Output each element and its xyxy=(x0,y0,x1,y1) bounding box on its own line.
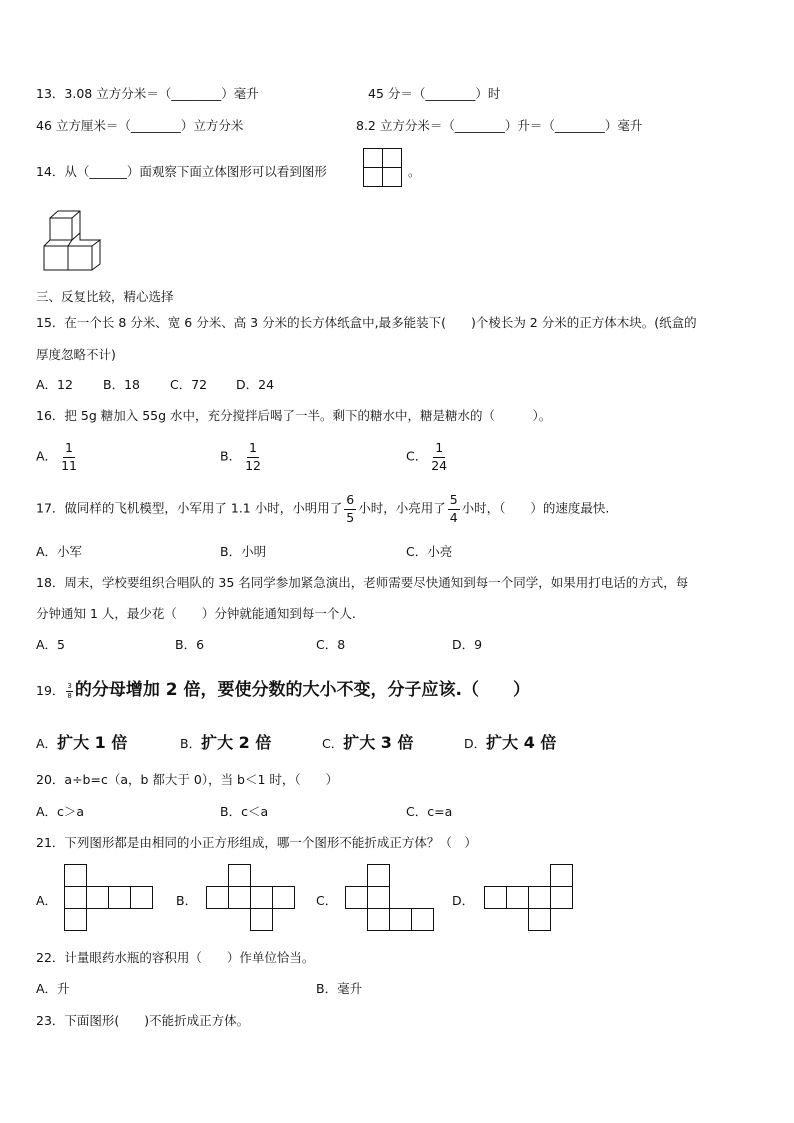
q21-label-d: D． xyxy=(452,893,475,908)
q22-option-b: B．毫升 xyxy=(316,981,363,996)
q19-text: 19． $\frac{3}{8}$ 的分母增加 2 倍，要使分数的大小不变，分子应该.（ ） xyxy=(36,680,530,700)
q21-net-d xyxy=(484,864,578,934)
q18-line2: 分钟通知 1 人，最少花（ ）分钟就能通知到每一个人. xyxy=(36,606,356,621)
q18-option-c: C．8 xyxy=(316,637,346,652)
cube-stack-figure xyxy=(42,210,112,272)
q15-line2: 厚度忽略不计) xyxy=(36,347,116,362)
q15-option-a: A．12 xyxy=(36,377,73,392)
q14-text: 14．从（______）面观察下面立体图形可以看到图形 xyxy=(36,164,327,179)
q21-net-c xyxy=(345,864,439,934)
q16-option-a: A． $\frac{1}{11}$ xyxy=(36,440,77,473)
q21-net-a xyxy=(64,864,158,934)
q21-text: 21．下列图形都是由相同的小正方形组成，哪一个图形不能折成正方体？（ ） xyxy=(36,835,477,850)
q14-text-end: 。 xyxy=(408,164,421,179)
q21-label-a: A． xyxy=(36,893,58,908)
section-heading: 三、反复比较，精心选择 xyxy=(36,289,174,304)
q17-option-b: B．小明 xyxy=(220,544,267,559)
q14-view-grid-figure xyxy=(363,148,403,188)
q16-option-c: C． $\frac{1}{24}$ xyxy=(406,440,448,473)
q15-option-d: D．24 xyxy=(236,377,275,392)
q20-option-a: A．c＞a xyxy=(36,804,85,819)
q17-text: 17．做同样的飞机模型，小军用了 1.1 小时，小明用了 $\frac{6}{5}$ 小时，小亮用了 $\frac{5}{4}$ 小时，（ ）的速度最快. xyxy=(36,492,610,525)
q20-option-b: B．c＜a xyxy=(220,804,269,819)
q21-net-b xyxy=(206,864,300,934)
q23-text: 23．下面图形( )不能折成正方体。 xyxy=(36,1013,250,1028)
q18-option-b: B．6 xyxy=(175,637,205,652)
q19-option-b: B．扩大 2 倍 xyxy=(180,733,272,752)
q17-option-c: C．小亮 xyxy=(406,544,453,559)
q15-option-b: B．18 xyxy=(103,377,140,392)
q13-row1-left: 13．3.08 立方分米＝（________）毫升 xyxy=(36,86,259,101)
q13-row2-right: 8.2 立方分米＝（________）升＝（________）毫升 xyxy=(356,118,643,133)
q18-option-d: D．9 xyxy=(452,637,483,652)
q16-option-b: B． $\frac{1}{12}$ xyxy=(220,440,261,473)
q22-option-a: A．升 xyxy=(36,981,70,996)
q21-label-c: C． xyxy=(316,893,338,908)
q18-option-a: A．5 xyxy=(36,637,66,652)
q13-row1-right: 45 分＝（________）时 xyxy=(368,86,501,101)
q20-option-c: C．c=a xyxy=(406,804,453,819)
q20-text: 20．a÷b=c（a，b 都大于 0），当 b＜1 时，（ ） xyxy=(36,772,339,787)
q13-row2-left: 46 立方厘米＝（________）立方分米 xyxy=(36,118,244,133)
q15-option-c: C．72 xyxy=(170,377,208,392)
q22-text: 22．计量眼药水瓶的容积用（ ）作单位恰当。 xyxy=(36,950,315,965)
q19-option-a: A．扩大 1 倍 xyxy=(36,733,128,752)
q19-option-c: C．扩大 3 倍 xyxy=(322,733,414,752)
q19-option-d: D．扩大 4 倍 xyxy=(464,733,557,752)
q18-line1: 18．周末，学校要组织合唱队的 35 名同学参加紧急演出，老师需要尽快通知到每一个同学，如果用打电话的方式，每 xyxy=(36,575,689,590)
q17-option-a: A．小军 xyxy=(36,544,83,559)
q16-text: 16．把 5g 糖加入 55g 水中，充分搅拌后喝了一半。剩下的糖水中，糖是糖水的（ ）。 xyxy=(36,408,552,423)
q21-label-b: B． xyxy=(176,893,198,908)
q15-line1: 15．在一个长 8 分米、宽 6 分米、高 3 分米的长方体纸盒中,最多能装下( )个棱长为 2 分米的正方体木块。(纸盒的 xyxy=(36,315,697,330)
